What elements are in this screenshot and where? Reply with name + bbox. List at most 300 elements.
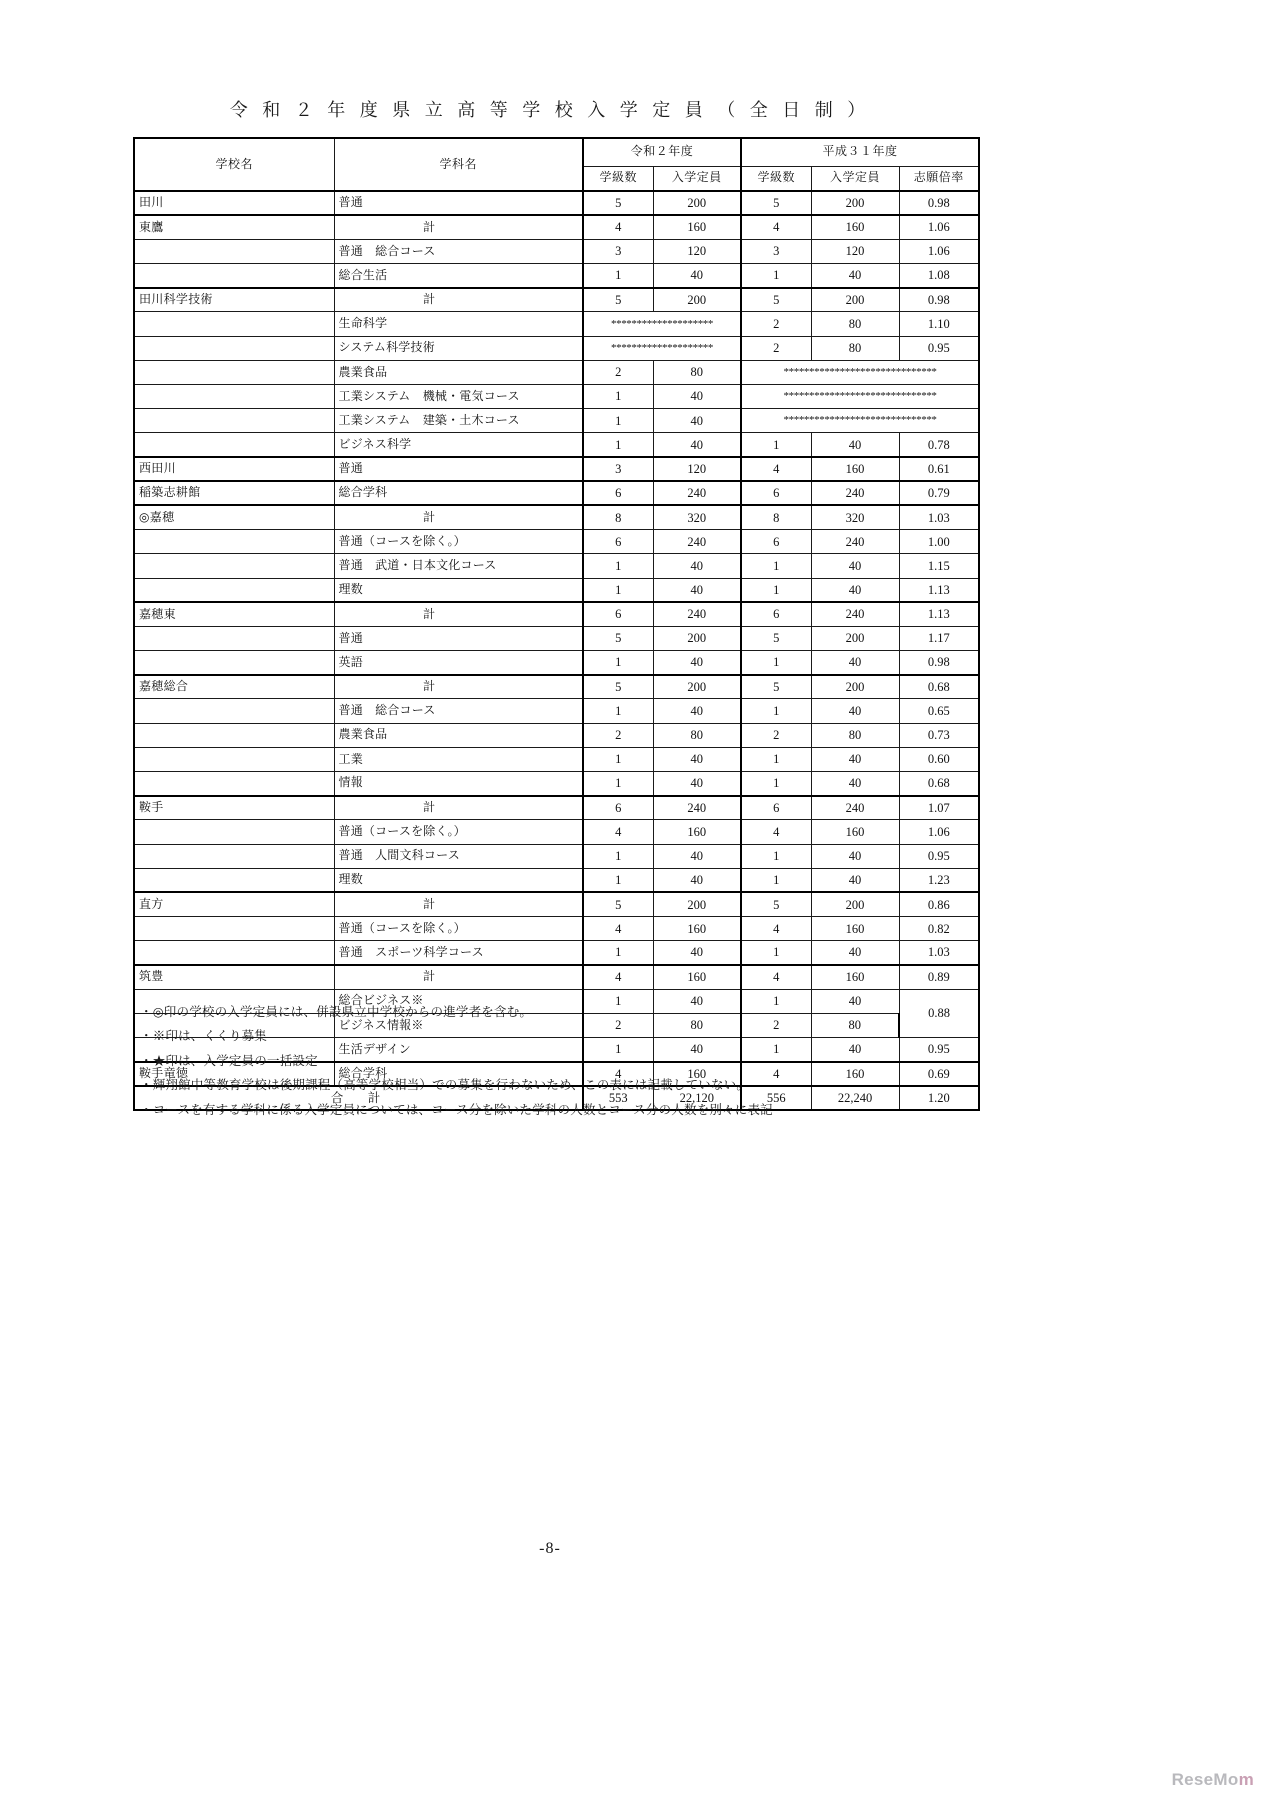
cell-application-ratio: 1.03 <box>899 941 979 965</box>
cell-capacity-r2: 40 <box>653 409 741 433</box>
table-row <box>134 796 979 820</box>
cell-capacity-h31: 80 <box>811 1013 899 1037</box>
cell-capacity-r2: 120 <box>653 457 741 481</box>
cell-application-ratio: 0.61 <box>899 457 979 481</box>
cell-classes-r2: 1 <box>583 989 653 1013</box>
cell-department-name: 工業システム 機械・電気コース <box>334 385 583 409</box>
cell-application-ratio: 0.79 <box>899 481 979 505</box>
cell-capacity-h31: 200 <box>811 892 899 916</box>
cell-total-classes-r2: 553 <box>583 1086 653 1110</box>
cell-not-applicable: ******************** <box>583 336 741 360</box>
cell-classes-h31: 2 <box>741 336 811 360</box>
cell-capacity-h31: 160 <box>811 1062 899 1086</box>
cell-capacity-r2: 160 <box>653 965 741 989</box>
cell-application-ratio: 0.98 <box>899 191 979 215</box>
cell-classes-r2: 5 <box>583 288 653 312</box>
cell-department-name: 工業システム 建築・土木コース <box>334 409 583 433</box>
cell-classes-r2: 1 <box>583 1038 653 1062</box>
cell-school-name <box>134 264 334 288</box>
cell-capacity-r2: 240 <box>653 602 741 626</box>
cell-school-name <box>134 360 334 384</box>
cell-application-ratio: 1.06 <box>899 215 979 239</box>
cell-not-applicable: ****************************** <box>741 360 979 384</box>
cell-department-name: 普通（コースを除く。） <box>334 820 583 844</box>
cell-classes-r2: 8 <box>583 505 653 529</box>
cell-capacity-h31: 160 <box>811 215 899 239</box>
cell-classes-r2: 1 <box>583 264 653 288</box>
cell-classes-r2: 4 <box>583 1062 653 1086</box>
table-row <box>134 360 979 384</box>
cell-classes-r2: 6 <box>583 602 653 626</box>
cell-classes-h31: 6 <box>741 602 811 626</box>
cell-not-applicable: ****************************** <box>741 385 979 409</box>
cell-subtotal-label: 計 <box>334 675 583 699</box>
cell-capacity-h31: 40 <box>811 844 899 868</box>
cell-application-ratio: 0.88 <box>899 989 979 1037</box>
page-number: -8- <box>539 1540 561 1557</box>
cell-application-ratio: 1.17 <box>899 626 979 650</box>
cell-capacity-r2: 160 <box>653 917 741 941</box>
cell-classes-r2: 2 <box>583 1013 653 1037</box>
cell-department-name: 普通 スポーツ科学コース <box>334 941 583 965</box>
cell-application-ratio: 1.08 <box>899 264 979 288</box>
cell-classes-h31: 5 <box>741 892 811 916</box>
cell-school-name: 田川科学技術 <box>134 288 334 312</box>
cell-department-name: 生命科学 <box>334 312 583 336</box>
cell-department-name: 普通 総合コース <box>334 699 583 723</box>
cell-subtotal-label: 計 <box>334 892 583 916</box>
cell-capacity-r2: 200 <box>653 892 741 916</box>
cell-capacity-r2: 200 <box>653 675 741 699</box>
cell-application-ratio: 0.95 <box>899 1038 979 1062</box>
cell-school-name <box>134 385 334 409</box>
cell-school-name <box>134 844 334 868</box>
cell-capacity-r2: 40 <box>653 1038 741 1062</box>
col-header-department: 学科名 <box>334 138 583 191</box>
cell-capacity-h31: 200 <box>811 675 899 699</box>
cell-school-name <box>134 433 334 457</box>
cell-classes-r2: 1 <box>583 554 653 578</box>
cell-application-ratio: 0.86 <box>899 892 979 916</box>
table-row <box>134 239 979 263</box>
cell-classes-h31: 5 <box>741 191 811 215</box>
cell-classes-h31: 1 <box>741 747 811 771</box>
cell-school-name <box>134 336 334 360</box>
cell-capacity-h31: 80 <box>811 336 899 360</box>
cell-total-classes-h31: 556 <box>741 1086 811 1110</box>
table-row <box>134 457 979 481</box>
cell-not-applicable: ****************************** <box>741 409 979 433</box>
table-row <box>134 675 979 699</box>
col-header-capacity-r2: 入学定員 <box>653 166 741 191</box>
table-row <box>134 215 979 239</box>
cell-classes-r2: 3 <box>583 457 653 481</box>
cell-classes-h31: 4 <box>741 820 811 844</box>
cell-capacity-h31: 160 <box>811 457 899 481</box>
cell-department-name: 理数 <box>334 868 583 892</box>
table-row <box>134 336 979 360</box>
cell-application-ratio: 0.68 <box>899 772 979 796</box>
cell-school-name: 筑豊 <box>134 965 334 989</box>
cell-classes-r2: 3 <box>583 239 653 263</box>
table-body <box>134 191 979 1110</box>
cell-capacity-h31: 40 <box>811 433 899 457</box>
cell-capacity-h31: 240 <box>811 796 899 820</box>
cell-capacity-h31: 200 <box>811 288 899 312</box>
cell-school-name <box>134 554 334 578</box>
cell-capacity-h31: 40 <box>811 941 899 965</box>
cell-department-name: 普通 <box>334 626 583 650</box>
cell-school-name <box>134 747 334 771</box>
cell-classes-r2: 1 <box>583 941 653 965</box>
cell-department-name: 総合学科 <box>334 1062 583 1086</box>
table-row <box>134 772 979 796</box>
cell-capacity-h31: 240 <box>811 602 899 626</box>
cell-school-name <box>134 917 334 941</box>
cell-application-ratio: 0.68 <box>899 675 979 699</box>
cell-classes-r2: 4 <box>583 215 653 239</box>
cell-school-name: 東鷹 <box>134 215 334 239</box>
col-header-year-reiwa2: 令和２年度 <box>583 138 741 166</box>
cell-classes-h31: 1 <box>741 1038 811 1062</box>
cell-application-ratio: 1.07 <box>899 796 979 820</box>
cell-school-name <box>134 530 334 554</box>
cell-classes-r2: 1 <box>583 747 653 771</box>
cell-application-ratio: 1.06 <box>899 820 979 844</box>
cell-school-name <box>134 312 334 336</box>
cell-classes-h31: 2 <box>741 723 811 747</box>
cell-capacity-r2: 160 <box>653 215 741 239</box>
cell-capacity-r2: 40 <box>653 941 741 965</box>
cell-classes-h31: 1 <box>741 868 811 892</box>
cell-classes-h31: 1 <box>741 941 811 965</box>
cell-classes-h31: 1 <box>741 989 811 1013</box>
cell-school-name <box>134 868 334 892</box>
cell-capacity-r2: 200 <box>653 626 741 650</box>
cell-application-ratio: 0.78 <box>899 433 979 457</box>
cell-school-name <box>134 699 334 723</box>
cell-capacity-h31: 40 <box>811 989 899 1013</box>
cell-department-name: 普通 武道・日本文化コース <box>334 554 583 578</box>
cell-subtotal-label: 計 <box>334 796 583 820</box>
cell-department-name: 情報 <box>334 772 583 796</box>
cell-capacity-r2: 240 <box>653 796 741 820</box>
cell-school-name: 鞍手 <box>134 796 334 820</box>
cell-classes-r2: 1 <box>583 844 653 868</box>
table-row <box>134 312 979 336</box>
cell-department-name: 農業食品 <box>334 723 583 747</box>
cell-capacity-h31: 40 <box>811 578 899 602</box>
cell-department-name: 普通 人間文科コース <box>334 844 583 868</box>
col-header-capacity-h31: 入学定員 <box>811 166 899 191</box>
table-row <box>134 578 979 602</box>
cell-classes-h31: 1 <box>741 433 811 457</box>
cell-capacity-r2: 240 <box>653 481 741 505</box>
cell-classes-r2: 6 <box>583 530 653 554</box>
cell-application-ratio: 0.98 <box>899 288 979 312</box>
cell-classes-h31: 5 <box>741 288 811 312</box>
table-row <box>134 433 979 457</box>
cell-application-ratio: 0.73 <box>899 723 979 747</box>
cell-classes-r2: 5 <box>583 626 653 650</box>
table-row <box>134 288 979 312</box>
table-row <box>134 941 979 965</box>
table-row <box>134 747 979 771</box>
cell-capacity-h31: 120 <box>811 239 899 263</box>
cell-total-capacity-h31: 22,240 <box>811 1086 899 1110</box>
cell-classes-h31: 8 <box>741 505 811 529</box>
cell-capacity-h31: 40 <box>811 264 899 288</box>
cell-department-name: 生活デザイン <box>334 1038 583 1062</box>
cell-department-name: 総合ビジネス※ <box>334 989 583 1013</box>
cell-classes-h31: 1 <box>741 699 811 723</box>
cell-school-name: 田川 <box>134 191 334 215</box>
cell-department-name: ビジネス情報※ <box>334 1013 583 1037</box>
cell-classes-r2: 1 <box>583 868 653 892</box>
cell-capacity-r2: 160 <box>653 820 741 844</box>
cell-classes-h31: 2 <box>741 312 811 336</box>
cell-application-ratio: 0.69 <box>899 1062 979 1086</box>
cell-capacity-r2: 40 <box>653 989 741 1013</box>
cell-school-name <box>134 626 334 650</box>
cell-department-name: 普通 <box>334 191 583 215</box>
cell-classes-r2: 5 <box>583 191 653 215</box>
cell-classes-r2: 2 <box>583 360 653 384</box>
cell-capacity-h31: 40 <box>811 868 899 892</box>
col-header-classes-r2: 学級数 <box>583 166 653 191</box>
cell-classes-r2: 6 <box>583 796 653 820</box>
cell-capacity-r2: 80 <box>653 360 741 384</box>
cell-application-ratio: 1.13 <box>899 578 979 602</box>
cell-total-label: 合 計 <box>134 1086 583 1110</box>
cell-school-name: ◎嘉穂 <box>134 505 334 529</box>
cell-application-ratio: 1.03 <box>899 505 979 529</box>
cell-school-name <box>134 941 334 965</box>
cell-classes-r2: 1 <box>583 433 653 457</box>
cell-application-ratio: 1.06 <box>899 239 979 263</box>
cell-not-applicable: ******************** <box>583 312 741 336</box>
footnote-item: ・コースを有する学科に係る入学定員については、コース分を除いた学科の人数とコース分の人数を別々に表記 <box>140 1102 773 1117</box>
cell-school-name: 直方 <box>134 892 334 916</box>
footnote-item: ・※印は、くくり募集 <box>140 1029 268 1044</box>
cell-department-name: 普通 総合コース <box>334 239 583 263</box>
cell-school-name: 西田川 <box>134 457 334 481</box>
cell-capacity-h31: 240 <box>811 481 899 505</box>
cell-school-name <box>134 239 334 263</box>
cell-capacity-r2: 40 <box>653 844 741 868</box>
cell-classes-h31: 1 <box>741 264 811 288</box>
table-row <box>134 191 979 215</box>
cell-classes-h31: 4 <box>741 1062 811 1086</box>
cell-application-ratio: 0.60 <box>899 747 979 771</box>
cell-classes-r2: 1 <box>583 651 653 675</box>
cell-school-name <box>134 578 334 602</box>
cell-application-ratio: 1.13 <box>899 602 979 626</box>
cell-subtotal-label: 計 <box>334 288 583 312</box>
cell-capacity-h31: 200 <box>811 191 899 215</box>
cell-classes-r2: 1 <box>583 699 653 723</box>
cell-department-name: 総合学科 <box>334 481 583 505</box>
cell-department-name: 普通（コースを除く。） <box>334 530 583 554</box>
cell-classes-h31: 3 <box>741 239 811 263</box>
cell-classes-r2: 4 <box>583 917 653 941</box>
cell-subtotal-label: 計 <box>334 505 583 529</box>
col-header-school: 学校名 <box>134 138 334 191</box>
table-row <box>134 723 979 747</box>
cell-school-name <box>134 651 334 675</box>
cell-department-name: 総合生活 <box>334 264 583 288</box>
table-row <box>134 868 979 892</box>
cell-classes-h31: 1 <box>741 554 811 578</box>
cell-capacity-r2: 240 <box>653 530 741 554</box>
cell-school-name: 鞍手竜徳 <box>134 1062 334 1086</box>
cell-classes-h31: 4 <box>741 457 811 481</box>
cell-capacity-h31: 160 <box>811 820 899 844</box>
footnote-item: ・★印は、入学定員の一括設定 <box>140 1053 318 1068</box>
cell-subtotal-label: 計 <box>334 965 583 989</box>
table-row <box>134 651 979 675</box>
cell-classes-h31: 4 <box>741 917 811 941</box>
col-header-year-heisei31: 平成３１年度 <box>741 138 979 166</box>
cell-capacity-r2: 80 <box>653 723 741 747</box>
table-row <box>134 530 979 554</box>
cell-department-name: 普通（コースを除く。） <box>334 917 583 941</box>
cell-classes-h31: 1 <box>741 578 811 602</box>
cell-capacity-r2: 320 <box>653 505 741 529</box>
cell-capacity-r2: 40 <box>653 772 741 796</box>
cell-capacity-h31: 40 <box>811 772 899 796</box>
footnote-item: ・◎印の学校の入学定員には、併設県立中学校からの進学者を含む。 <box>140 1005 533 1019</box>
cell-classes-h31: 2 <box>741 1013 811 1037</box>
cell-application-ratio: 0.65 <box>899 699 979 723</box>
cell-school-name: 嘉穂総合 <box>134 675 334 699</box>
table-row <box>134 917 979 941</box>
table-row <box>134 892 979 916</box>
cell-capacity-h31: 40 <box>811 699 899 723</box>
cell-school-name: 嘉穂東 <box>134 602 334 626</box>
cell-capacity-r2: 40 <box>653 651 741 675</box>
table-row <box>134 554 979 578</box>
cell-capacity-r2: 40 <box>653 433 741 457</box>
cell-application-ratio: 1.00 <box>899 530 979 554</box>
cell-classes-r2: 6 <box>583 481 653 505</box>
cell-classes-h31: 5 <box>741 675 811 699</box>
cell-application-ratio: 1.15 <box>899 554 979 578</box>
cell-capacity-r2: 80 <box>653 1013 741 1037</box>
cell-capacity-h31: 320 <box>811 505 899 529</box>
cell-application-ratio: 1.23 <box>899 868 979 892</box>
table-row <box>134 385 979 409</box>
cell-capacity-h31: 160 <box>811 965 899 989</box>
cell-classes-h31: 6 <box>741 530 811 554</box>
cell-classes-r2: 4 <box>583 820 653 844</box>
cell-classes-h31: 6 <box>741 796 811 820</box>
cell-department-name: 英語 <box>334 651 583 675</box>
cell-classes-r2: 1 <box>583 409 653 433</box>
cell-total-application-ratio: 1.20 <box>899 1086 979 1110</box>
table-row <box>134 844 979 868</box>
cell-capacity-r2: 40 <box>653 747 741 771</box>
cell-school-name: 稲築志耕館 <box>134 481 334 505</box>
table-row <box>134 409 979 433</box>
cell-classes-r2: 1 <box>583 772 653 796</box>
cell-school-name <box>134 409 334 433</box>
cell-capacity-r2: 200 <box>653 288 741 312</box>
cell-school-name <box>134 772 334 796</box>
cell-capacity-r2: 40 <box>653 868 741 892</box>
cell-classes-r2: 5 <box>583 675 653 699</box>
cell-classes-r2: 5 <box>583 892 653 916</box>
cell-capacity-h31: 40 <box>811 747 899 771</box>
cell-capacity-r2: 40 <box>653 385 741 409</box>
table-row <box>134 264 979 288</box>
cell-classes-h31: 4 <box>741 215 811 239</box>
table-row <box>134 505 979 529</box>
cell-application-ratio: 0.98 <box>899 651 979 675</box>
table-row <box>134 481 979 505</box>
cell-application-ratio: 1.10 <box>899 312 979 336</box>
cell-capacity-r2: 120 <box>653 239 741 263</box>
cell-classes-h31: 4 <box>741 965 811 989</box>
cell-classes-r2: 1 <box>583 578 653 602</box>
cell-capacity-h31: 80 <box>811 312 899 336</box>
cell-capacity-h31: 40 <box>811 651 899 675</box>
cell-capacity-r2: 40 <box>653 699 741 723</box>
cell-total-capacity-r2: 22,120 <box>653 1086 741 1110</box>
page-title: 令 和 ２ 年 度 県 立 高 等 学 校 入 学 定 員 （ 全 日 制 ） <box>229 100 871 120</box>
table-header <box>134 138 979 191</box>
brand-logo: ReseMom <box>1171 1770 1254 1789</box>
table-row <box>134 626 979 650</box>
cell-application-ratio: 0.89 <box>899 965 979 989</box>
cell-capacity-r2: 40 <box>653 264 741 288</box>
cell-classes-r2: 1 <box>583 385 653 409</box>
cell-department-name: 工業 <box>334 747 583 771</box>
cell-application-ratio: 0.82 <box>899 917 979 941</box>
footnotes <box>140 1000 1120 1122</box>
col-header-application-ratio: 志願倍率 <box>899 166 979 191</box>
cell-department-name: システム科学技術 <box>334 336 583 360</box>
cell-application-ratio: 0.95 <box>899 844 979 868</box>
cell-school-name <box>134 820 334 844</box>
cell-department-name: 理数 <box>334 578 583 602</box>
cell-capacity-h31: 200 <box>811 626 899 650</box>
cell-school-name <box>134 723 334 747</box>
admission-quota-table-wrapper <box>133 137 978 1111</box>
table-row <box>134 820 979 844</box>
cell-capacity-h31: 240 <box>811 530 899 554</box>
cell-classes-h31: 6 <box>741 481 811 505</box>
cell-capacity-h31: 40 <box>811 1038 899 1062</box>
cell-department-name: 農業食品 <box>334 360 583 384</box>
cell-classes-h31: 5 <box>741 626 811 650</box>
cell-subtotal-label: 計 <box>334 215 583 239</box>
table-row <box>134 965 979 989</box>
cell-capacity-r2: 40 <box>653 578 741 602</box>
table-row <box>134 699 979 723</box>
cell-capacity-r2: 200 <box>653 191 741 215</box>
table-row <box>134 602 979 626</box>
cell-classes-h31: 1 <box>741 651 811 675</box>
cell-department-name: ビジネス科学 <box>334 433 583 457</box>
cell-capacity-r2: 40 <box>653 554 741 578</box>
cell-classes-r2: 4 <box>583 965 653 989</box>
cell-department-name: 普通 <box>334 457 583 481</box>
admission-quota-table <box>133 137 980 1111</box>
cell-capacity-h31: 160 <box>811 917 899 941</box>
cell-capacity-r2: 160 <box>653 1062 741 1086</box>
cell-classes-h31: 1 <box>741 844 811 868</box>
